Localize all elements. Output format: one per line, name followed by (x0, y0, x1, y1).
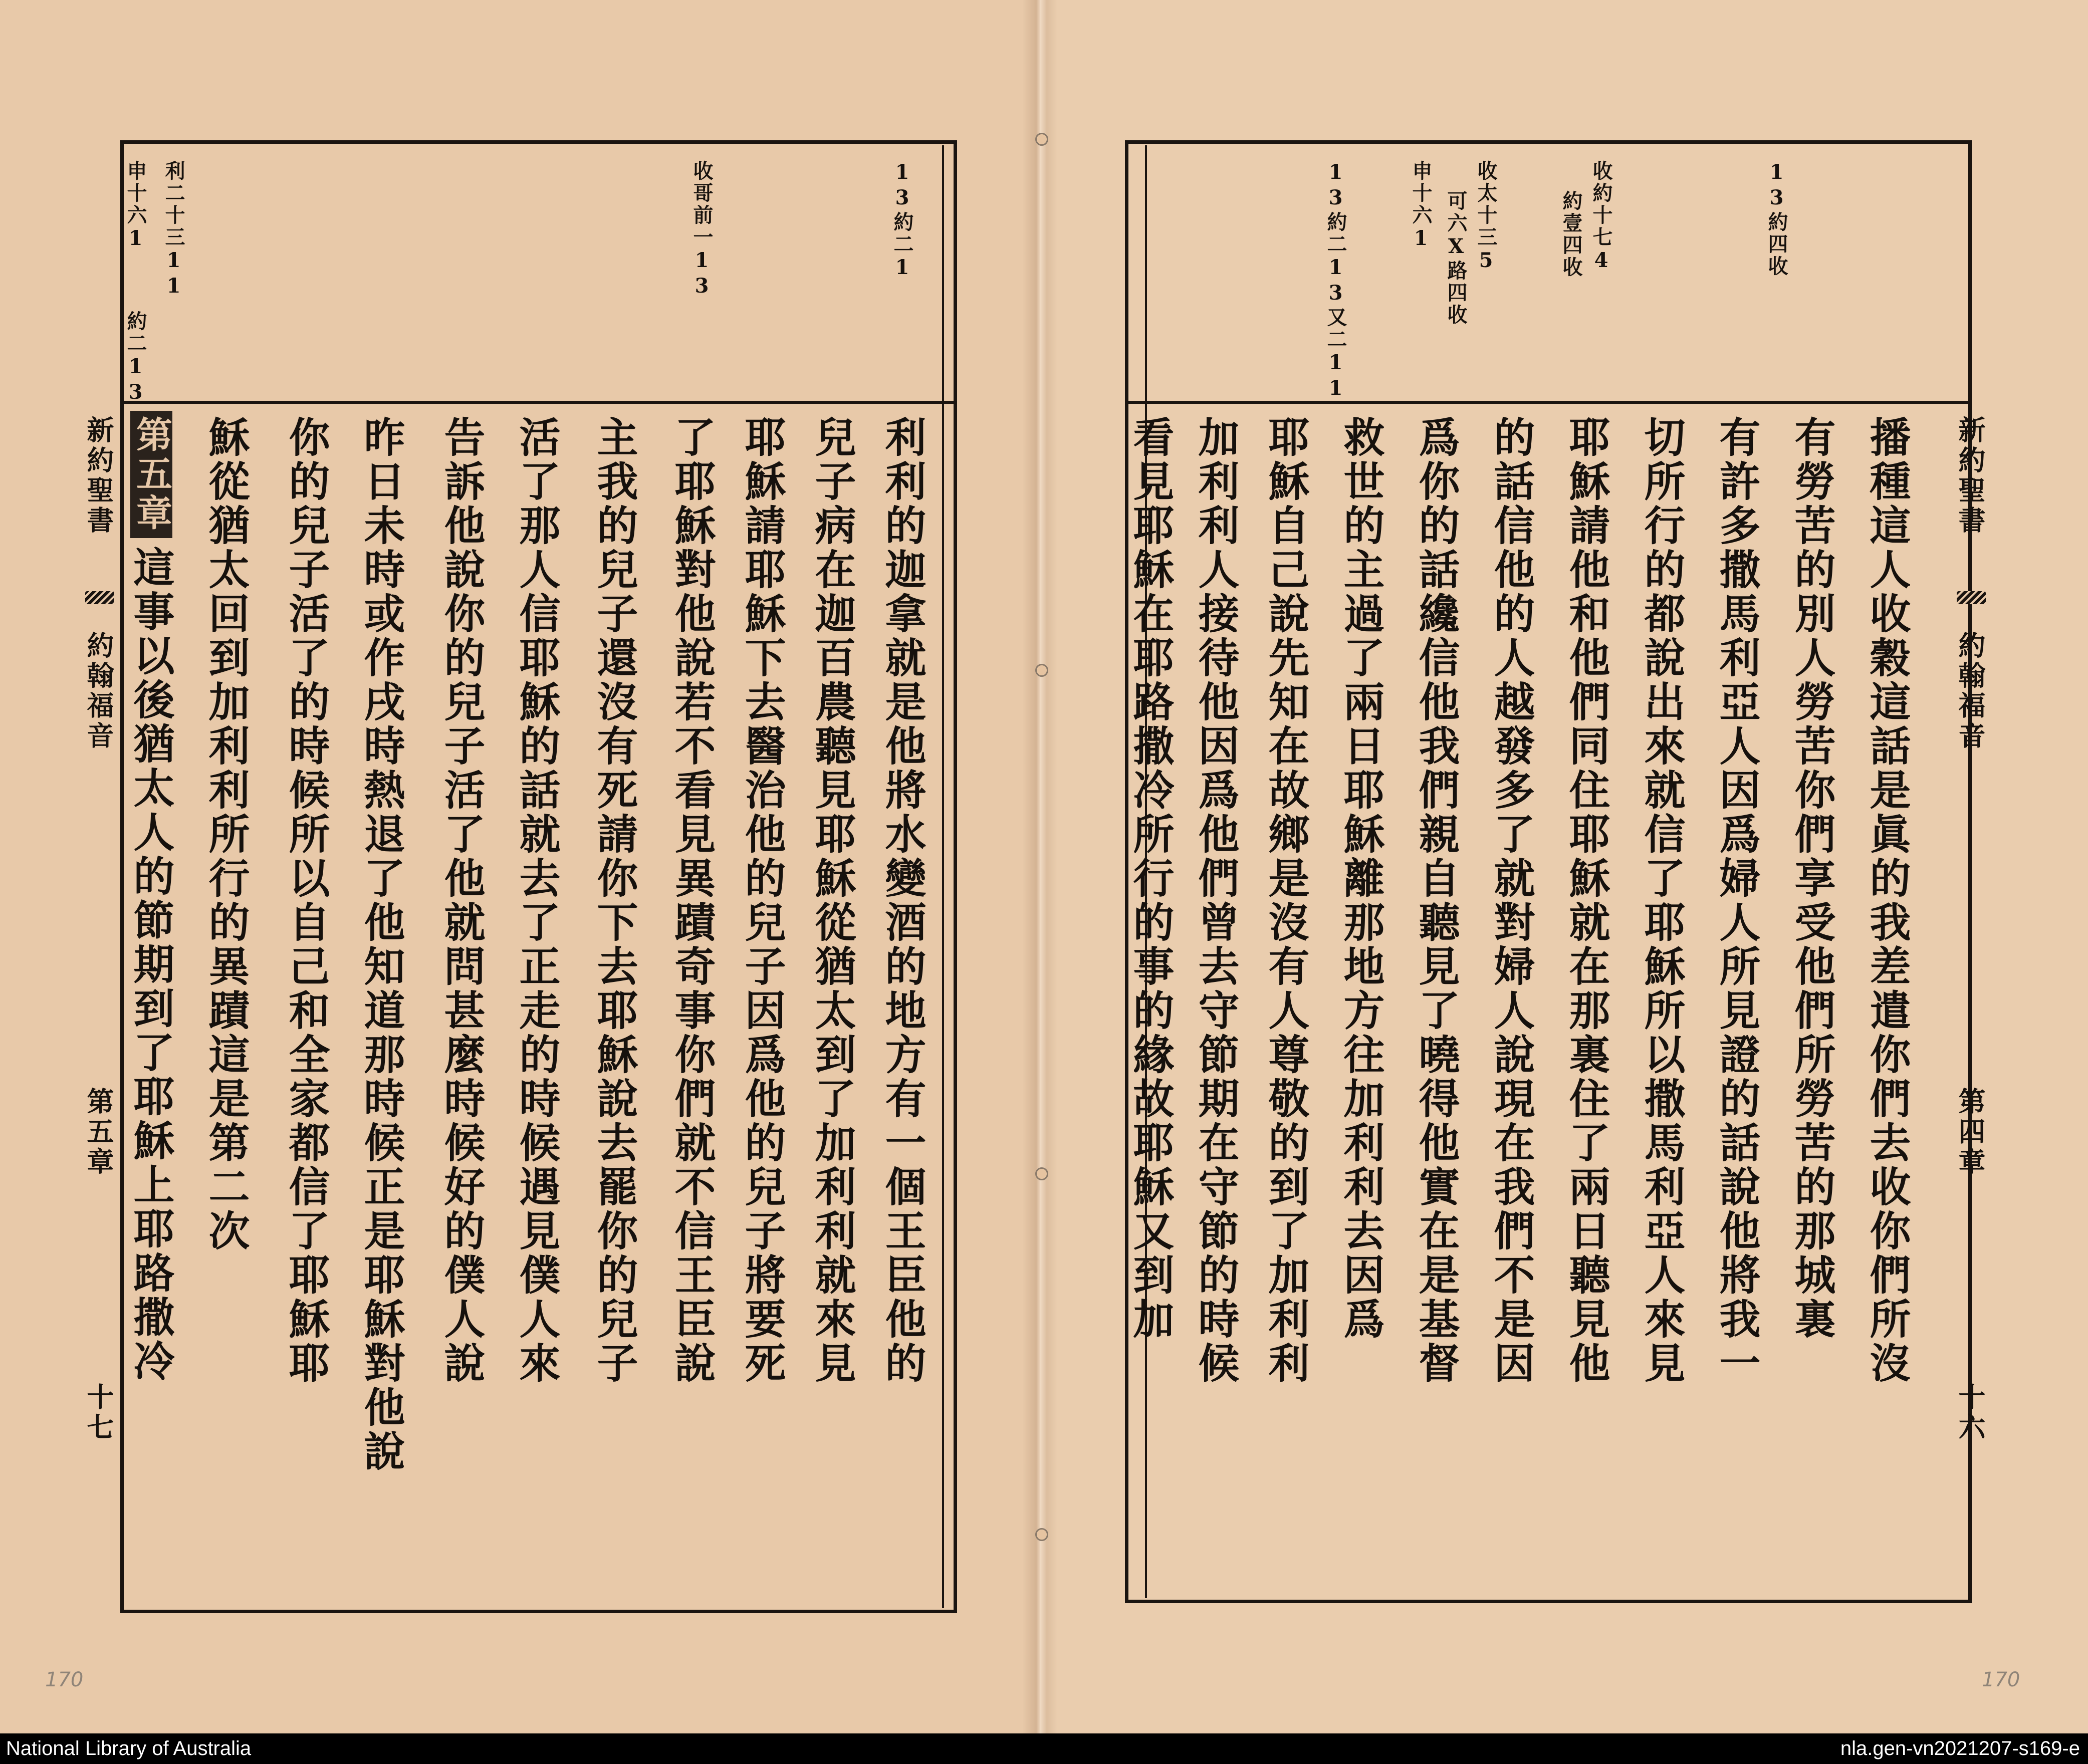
chapter-five-label: 第五章 (130, 411, 172, 538)
left-text-column-2: 兒子病在迦百農聽見耶穌從猶太到了加利利就來見 (808, 416, 856, 1386)
right-outer-frame (1125, 140, 1972, 1603)
left-header-chapter: 第五章 (83, 1087, 115, 1177)
left-reference-1: 利二十三11 (162, 160, 185, 300)
left-text-column-6: 活了那人信耶穌的話就去了正走的時候遇見僕人來 (513, 416, 561, 1386)
right-text-column-9: 耶穌自己說先知在故鄉是沒有人尊敬的到了加利利 (1262, 416, 1310, 1386)
left-text-column-7: 告訴他說你的兒子活了他就問甚麼時候好的僕人說 (437, 416, 486, 1386)
right-reference-3: 約壹四收 (1559, 190, 1583, 279)
left-reference-2: 申十六1 (124, 160, 147, 252)
left-ornament-icon (85, 591, 114, 604)
right-text-column-6: 的話信他的人越發多了就對婦人說現在我們不是因 (1487, 416, 1535, 1386)
right-page-number: 十六 (1954, 1383, 1986, 1443)
right-ornament-icon (1957, 591, 1986, 604)
library-credit: National Library of Australia (6, 1737, 252, 1759)
right-text-column-8: 救世的主過了兩日耶穌離那地方往加利利去因爲 (1337, 416, 1385, 1342)
item-identifier: nla.gen-vn2021207-s169-e (1840, 1737, 2080, 1759)
right-header-title: 新約聖書 (1954, 416, 1986, 536)
right-text-column-7: 爲你的話纔信他我們親自聽見了曉得他實在是基督 (1412, 416, 1460, 1386)
left-page-number: 十七 (83, 1383, 115, 1443)
right-header-rule (1125, 401, 1972, 404)
left-header-book: 約翰福音 (83, 631, 115, 751)
right-header-chapter: 第四章 (1954, 1087, 1986, 1177)
right-reference-2: 收約十七4 (1589, 160, 1613, 274)
left-pencil-number: 170 (45, 1668, 84, 1691)
binding-stitch-hole (1035, 133, 1048, 146)
right-text-column-10: 加利利人接待他因爲他們曾去守節期在守節的時候 (1192, 416, 1240, 1386)
right-text-column-4: 切所行的都說出來就信了耶穌所以撒馬利亞人來見 (1638, 416, 1686, 1386)
right-text-column-5: 耶穌請他和他們同住耶穌就在那裏住了兩日聽見他 (1562, 416, 1610, 1386)
right-header-book: 約翰福音 (1954, 631, 1986, 751)
right-reference-4: 收太十三5 (1474, 160, 1498, 274)
binding-stitch-hole (1035, 1167, 1048, 1180)
left-text-column-9: 你的兒子活了的時候所以自己和全家都信了耶穌耶 (282, 416, 330, 1386)
right-text-column-2: 有勞苦的別人勞苦你們享受他們所勞苦的那城裏 (1788, 416, 1836, 1342)
right-text-column-3: 有許多撒馬利亞人因爲婦人所見證的話說他將我一 (1713, 416, 1761, 1386)
left-text-column-10: 穌從猶太回到加利利所行的異蹟這是第二次 (202, 416, 250, 1253)
binding-stitch-hole (1035, 1528, 1048, 1541)
right-page (1040, 0, 2088, 1733)
left-text-column-8: 昨日未時或作戌時熱退了他知道那時候正是耶穌對他說 (357, 416, 405, 1474)
left-text-column-5: 主我的兒子還沒有死請你下去耶穌說去罷你的兒子 (590, 416, 638, 1386)
left-reference-3: 約二13 (124, 311, 147, 406)
left-header-rule (120, 401, 957, 404)
right-text-column-1: 播種這人收穀這話是眞的我差遣你們去收你們所沒 (1863, 416, 1911, 1386)
right-reference-7: 13約二13又二11 (1324, 160, 1347, 402)
left-reference-5: 13約二1 (890, 160, 914, 281)
right-reference-1: 13約四收 (1765, 160, 1788, 278)
binding-stitch-hole (1035, 664, 1048, 677)
left-header-title: 新約聖書 (83, 416, 115, 536)
binding-gutter (1022, 0, 1057, 1733)
right-text-column-11: 看見耶穌在耶路撒冷所行的事的緣故耶穌又到加 (1126, 416, 1175, 1342)
attribution-bar (0, 1733, 2088, 1764)
right-pencil-number: 170 (1982, 1668, 2020, 1691)
left-text-column-1: 利利的迦拿就是他將水變酒的地方有一個王臣他的 (878, 416, 926, 1386)
left-column-rule (942, 145, 944, 1608)
left-page (0, 0, 1040, 1733)
right-reference-5: 可六X路四收 (1444, 190, 1468, 326)
left-text-column-11: 這事以後猶太人的節期到了耶穌上耶路撒冷 (127, 546, 175, 1384)
left-reference-4: 收哥前一13 (690, 160, 714, 300)
left-text-column-4: 了耶穌對他說若不看見異蹟奇事你們就不信王臣說 (668, 416, 716, 1386)
right-reference-6: 申十六1 (1409, 160, 1433, 252)
left-text-column-3: 耶穌請耶穌下去醫治他的兒子因爲他的兒子將要死 (738, 416, 786, 1386)
